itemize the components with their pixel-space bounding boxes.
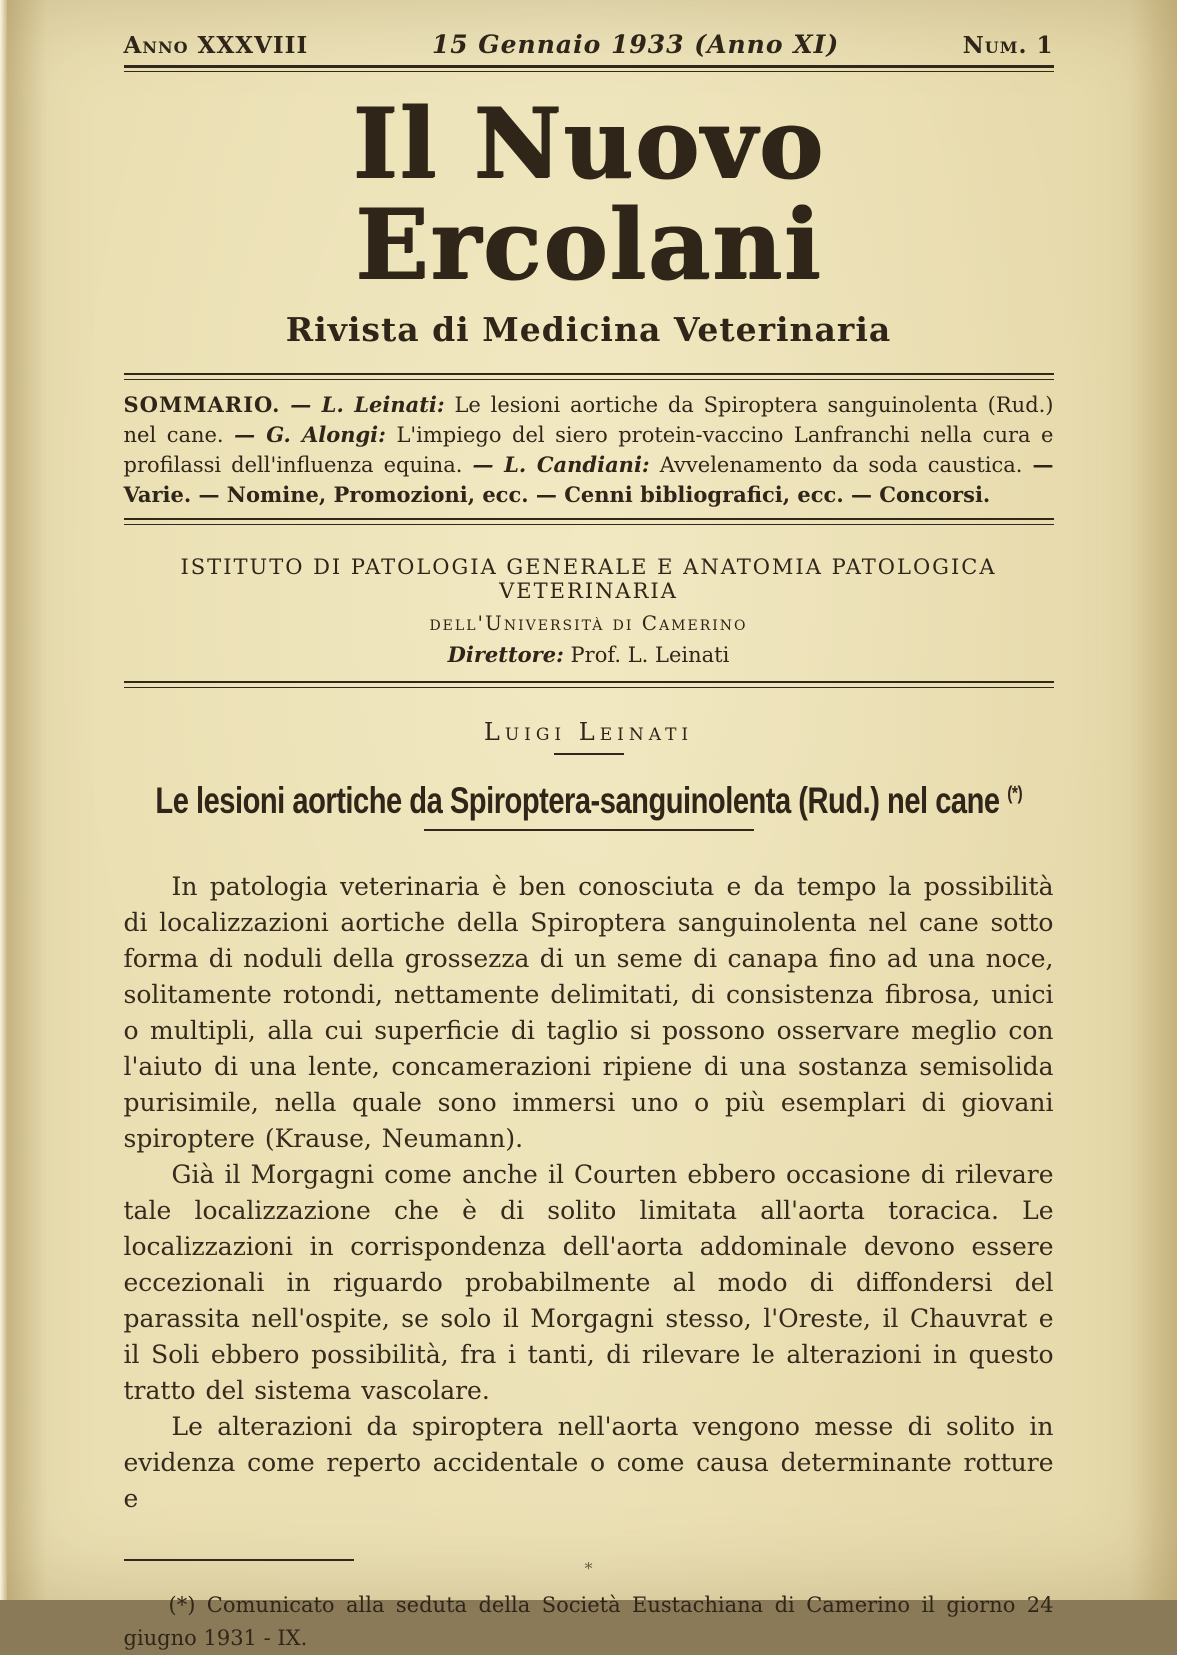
printer-mark: * (584, 1559, 593, 1578)
institute-block (124, 555, 1054, 667)
author-rule (554, 753, 624, 755)
sommario-label: SOMMARIO. (123, 391, 281, 417)
institute-name: ISTITUTO DI PATOLOGIA GENERALE E ANATOMIA PATOLOGICA VETERINARIA (180, 554, 997, 603)
footnote-text: (*) Comunicato alla seduta della Società Eustachiana di Camerino il giorno 24 giugno 1931 - IX. (123, 1592, 1054, 1650)
director-label: Direttore: (447, 641, 564, 667)
issue-date: 15 Gennaio 1933 (Anno XI) (431, 30, 840, 59)
sommario-author-2: — G. Alongi: (234, 421, 386, 447)
issue-header (124, 30, 1054, 59)
journal-subtitle: Rivista di Medicina Veterinaria (285, 309, 892, 349)
sommario-tail: — Varie. — Nomine, Promozioni, ecc. — Cenni bibliografici, ecc. — Concorsi. (123, 451, 1054, 507)
sommario-rule-top (124, 373, 1054, 380)
sommario-text-2: L'impiego del siero protein-vaccino Lanfranchi nella cura e profilassi dell'influenza equina. (123, 422, 1054, 477)
paragraph-1: In patologia veterinaria è ben conosciuta e da tempo la possibilità di localizzazioni aortiche della Spiroptera sanguinolenta nel cane sotto forma di noduli della grossezza di un seme di canapa fino ad una noce, solitamente rotondi, nettamente delimitati, di consistenza fibrosa, unici o multipli, alla cui superficie di taglio si possono osservare meglio con l'aiuto di una lente, concamerazioni ripiene di una sostanza semisolida purisimile, nella quale sono immersi uno o più esemplari di giovani spiroptere (Krause, Neumann). (123, 871, 1054, 1153)
issue-number: Num. 1 (962, 32, 1054, 59)
sommario-text-1: Le lesioni aortiche da Spiroptera sanguinolenta (Rud.) nel cane. (123, 392, 1054, 447)
institute-rule (124, 681, 1054, 688)
sommario-block (124, 390, 1054, 510)
paragraph-3: Le alterazioni da spiroptera nell'aorta vengono messe di solito in evidenza come reperto accidentale o come causa determinante rotture e (123, 1411, 1054, 1513)
sommario-rule-bottom (124, 518, 1054, 525)
article-body (124, 869, 1054, 1517)
sommario-text-3: Avvelenamento da soda caustica. (659, 452, 1023, 477)
director-line (124, 642, 1054, 667)
article-title-text: Le lesioni aortiche da Spiroptera-sanguinolenta (Rud.) nel cane (155, 780, 1000, 822)
journal-title: Il Nuovo Ercolani (352, 87, 825, 301)
sommario-author-3: — L. Candiani: (472, 451, 650, 477)
institute-university: dell'Università di Camerino (429, 610, 748, 635)
author-name: Luigi Leinati (483, 717, 694, 746)
volume-label: Anno XXXVIII (123, 32, 309, 59)
sommario-author-1: — L. Leinati: (290, 391, 445, 417)
article-title-note: (*) (1006, 783, 1022, 805)
header-rule (124, 65, 1054, 72)
article-title-underline (424, 829, 754, 831)
paragraph-2: Già il Morgagni come anche il Courten ebbero occasione di rilevare tale localizzazione che è di solito limitata all'aorta toracica. Le localizzazioni in corrispondenza dell'aorta addominale devono essere eccezionali in riguardo probabilmente al modo di diffondersi del parassita nell'ospite, se solo il Morgagni stesso, l'Oreste, il Chauvrat e il Soli ebbero possibilità, fra i tanti, di rilevare le alterazioni in questo tratto del sistema vascolare. (123, 1159, 1054, 1405)
page-content (124, 0, 1054, 1655)
scan-edge (0, 0, 7, 1600)
director-name: Prof. L. Leinati (570, 642, 730, 667)
article-title (124, 780, 1054, 822)
article-title-wrap (155, 781, 1022, 822)
